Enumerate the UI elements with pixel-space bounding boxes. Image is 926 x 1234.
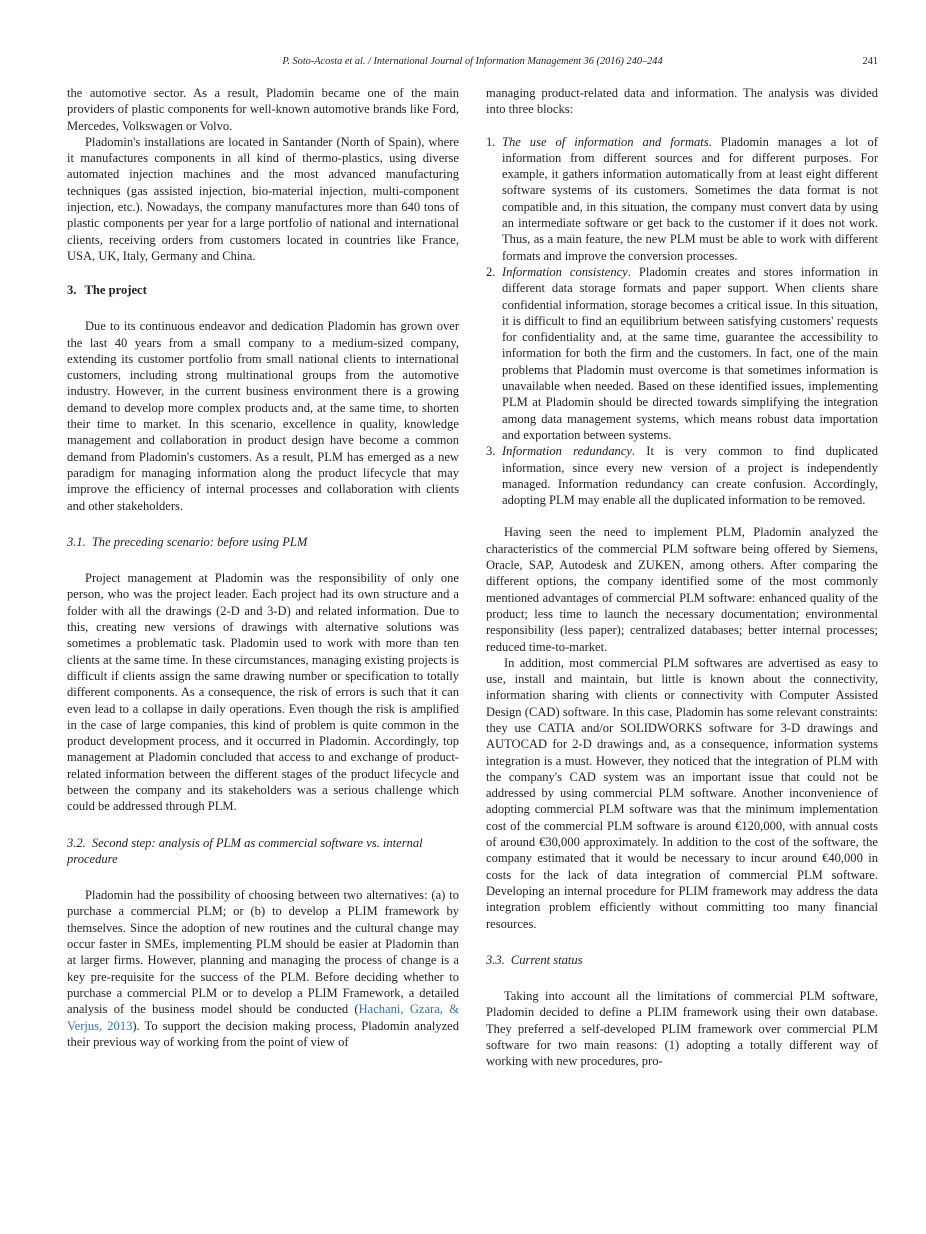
paragraph: Taking into account all the limitations of commercial PLM software, Pladomin decided to define a PLIM framework using their own database. They preferred a self-developed PLIM framework over commercial PLM software for two main reasons: (1) adopting a totally different way of working with new procedures, pro-	[486, 989, 878, 1069]
paragraph: Due to its continuous endeavor and dedication Pladomin has grown over the last 40 years from a small company to a medium-sized company, extending its customer portfolio from small national clients to international customers, including strong multinational groups from the automotive industry. However, in the current business environment there is a growing demand to develop more complex products and, at the same time, to shorten their time to market. In this scenario, excellence in quality, knowledge management and collaboration in product design have become a common demand from Pladomin's customers. As a result, PLM has emerged as a new paradigm for managing information along the product lifecycle that may improve the efficiency of internal processes and collaboration with clients and other stakeholders.	[67, 319, 459, 513]
list-item-title: Information consistency	[502, 264, 628, 279]
analysis-blocks-list	[486, 134, 878, 509]
paragraph-text: ). To support the decision making process, Pladomin analyzed their previous way of working from the point of view of	[67, 1018, 459, 1049]
list-item	[486, 134, 878, 264]
right-column	[486, 85, 878, 1070]
paragraph: Having seen the need to implement PLM, Pladomin analyzed the characteristics of the commercial PLM software being offered by Siemens, Oracle, SAP, Autodesk and ZUKEN, among others. After comparing the different options, the company identified some of the most commonly mentioned advantages of commercial PLM software: enhanced quality of the product; less time to launch the necessary documentation; environmental responsibility (less paper); centralized databases; better internal processes; reduced time-to-market.	[486, 525, 878, 654]
section-title: The project	[84, 283, 147, 298]
running-title: P. Soto-Acosta et al. / International Journal of Information Management 36 (2016) 240–244	[282, 56, 663, 67]
list-item-title: Information redundancy	[502, 444, 632, 459]
paragraph: Pladomin's installations are located in Santander (North of Spain), where it manufactures components in all kind of thermo-plastics, using diverse automated injection machines and the most advanced manufacturing techniques (gas assisted injection, bio-material injection, multi-component injection, etc.). Nowadays, the company manufactures more than 640 tons of plastic components per year for a large portfolio of national and international clients, receiving orders from customers located in countries like France, USA, UK, Italy, Germany and China.	[67, 134, 459, 263]
spacer	[486, 508, 878, 524]
running-head	[67, 56, 878, 70]
subsection-title: The preceding scenario: before using PLM	[91, 534, 308, 549]
list-item-title: The use of information and formats	[502, 134, 709, 149]
paragraph: Project management at Pladomin was the responsibility of only one person, who was the project leader. Each project had its own structure and a folder with all the drawings (2-D and 3-D) and related information. Due to this, creating new versions of drawings with alternative solutions was sometimes a problematic task. Pladomin used to work with more than ten clients at the same time. In these circumstances, managing existing projects is difficult if clients assign the same drawing number or specification to totally different components. As a consequence, the risk of errors is such that it can even lead to a collapse in daily operations. Even though the risk is amplified in the case of large companies, this kind of problem is quite common in the product development process, and it occurred in Pladomin. Accordingly, top management at Pladomin concluded that access to and exchange of product-related information between the different stages of the product lifecycle and between the company and its stakeholders was a serious challenge which could be addressed through PLM.	[67, 571, 459, 814]
section-heading	[67, 282, 459, 298]
list-number: 2.	[486, 264, 496, 279]
subsection-heading	[67, 534, 459, 550]
list-item-text: . Pladomin creates and stores information in different data storage formats and paper support. When clients share confidential information, storage becomes a critical issue. In this situation, it is difficult to find an equilibrium between satisfying customers' requests for confidentiality and, at the same time, guarantee the accessibility to information for both the firm and the customers. In fact, one of the main problems that Pladomin must overcome is that sometimes information is unavailable when needed. Based on these identified issues, implementing PLM at Pladomin should be directed towards simplifying the integration among data management systems, which means robust data importation and exportation between systems.	[502, 264, 878, 442]
list-item	[486, 264, 878, 443]
list-number: 1.	[486, 134, 496, 149]
paragraph-text: Pladomin had the possibility of choosing between two alternatives: (a) to purchase a commercial PLM; or (b) to develop a PLIM framework by themselves. Since the adoption of new routines and the cultural change may occur faster in SMEs, implementing PLM should be easier at Pladomin than at larger firms. However, planning and managing the process of change is a key pre-requisite for the success of the PLM. Before deciding whether to purchase a commercial PLM or to develop a PLIM Framework, a detailed analysis of the business model should be conducted (	[67, 888, 459, 1017]
list-item-text: . Pladomin manages a lot of information from different sources and for different purposes. For example, it gathers information automatically from at least eight different software systems of its customers. Sometimes the data format is not compatible and, in this situation, the company must convert data by using an intermediate software or get back to the customer if it does not work. Thus, as a main feature, the new PLM must be able to work with different formats and improve the conversion processes.	[502, 134, 878, 263]
paragraph: managing product-related data and information. The analysis was divided into three blocks:	[486, 86, 878, 117]
subsection-heading	[67, 835, 459, 868]
paragraph: the automotive sector. As a result, Pladomin became one of the main providers of plastic components for well-known automotive brands like Ford, Mercedes, Volkswagen or Volvo.	[67, 86, 459, 133]
page-number: 241	[862, 56, 878, 67]
section-number: 3.	[67, 283, 77, 298]
subsection-heading	[486, 952, 878, 968]
paragraph	[67, 887, 459, 1050]
list-item-text: . It is very common to find duplicated information, since every new version of a project is independently managed. Information redundancy can create confusion. Accordingly, adopting PLM may enable all the duplicated information to be removed.	[502, 444, 878, 508]
subsection-title: Second step: analysis of PLM as commercial software vs. internal procedure	[67, 835, 423, 866]
subsection-number: 3.2.	[67, 835, 86, 850]
list-number: 3.	[486, 444, 496, 459]
subsection-number: 3.1.	[67, 534, 86, 549]
subsection-number: 3.3.	[486, 952, 505, 967]
citation-link[interactable]: Hachani, Gzara, & Verjus, 2013	[67, 1002, 459, 1033]
left-column	[67, 85, 459, 1050]
paragraph: In addition, most commercial PLM softwares are advertised as easy to use, install and maintain, but little is known about the connectivity, information sharing with clients or connectivity with Computer Assisted Design (CAD) software. In this case, Pladomin has some relevant constraints: they use CATIA and/or SOLIDWORKS software for 3-D drawings and AUTOCAD for 2-D drawings and, as a consequence, information systems integration is a must. However, they noticed that the integration of PLM with the company's CAD system was an important issue that could not be addressed by using commercial PLM software. Another inconvenience of adopting commercial PLM software was that the minimum implementation cost of the commercial PLM software is around €120,000, with annual costs of around €30,000 approximately. In addition to the cost of the software, the company estimated that it would be necessary to incur around €40,000 in costs for the lack of data integration of commercial PLM software. Developing an internal procedure for PLIM framework may address the data integration problem efficiently without committing too many financial resources.	[486, 655, 878, 931]
subsection-title: Current status	[510, 952, 583, 967]
list-item	[486, 443, 878, 508]
